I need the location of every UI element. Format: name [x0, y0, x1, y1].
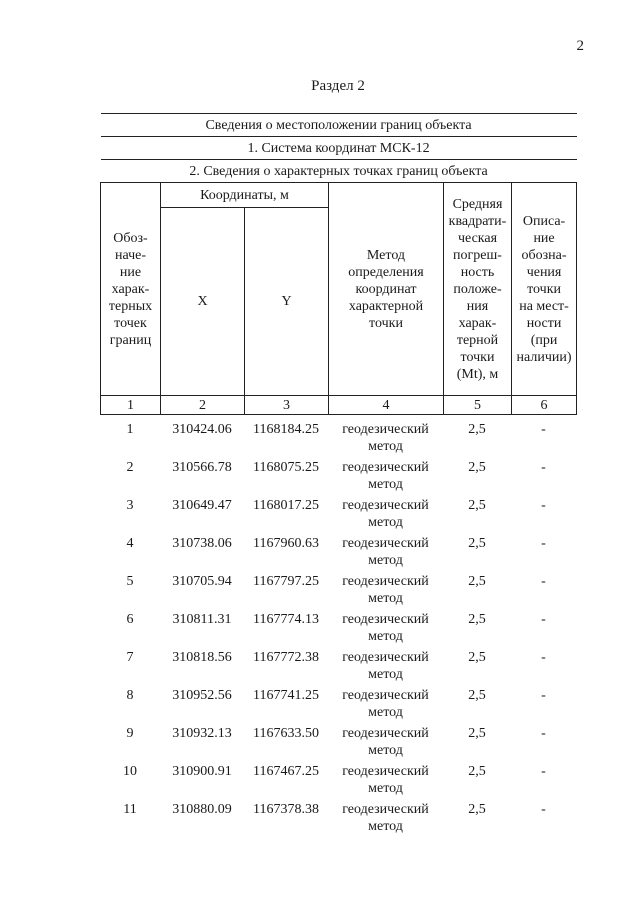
coord-x: 310649.47 — [172, 498, 232, 513]
table-row — [100, 497, 576, 535]
col-number: 3 — [245, 396, 329, 415]
coord-x: 310818.56 — [172, 650, 232, 665]
accuracy-cell: 2,5 — [468, 764, 486, 779]
col-designation — [101, 183, 161, 396]
header-location: Сведения о местоположении границ объекта — [101, 114, 577, 137]
accuracy-cell: 2,5 — [468, 802, 486, 817]
coord-x: 310705.94 — [172, 574, 232, 589]
page-number: 2 — [576, 38, 584, 54]
coord-y: 1168017.25 — [253, 498, 319, 513]
accuracy-cell: 2,5 — [468, 726, 486, 741]
col-number: 2 — [161, 396, 245, 415]
coord-y: 1167633.50 — [253, 726, 319, 741]
coord-x: 310811.31 — [172, 612, 232, 627]
coord-x: 310880.09 — [172, 802, 232, 817]
col-number: 4 — [329, 396, 444, 415]
col-accuracy — [444, 183, 512, 396]
header-points: 2. Сведения о характерных точках границ объекта — [101, 160, 577, 183]
table-row — [100, 573, 576, 611]
table-row — [100, 459, 576, 497]
coord-x: 310738.06 — [172, 536, 232, 551]
method-cell: геодезический метод — [342, 688, 429, 720]
table-row — [100, 687, 576, 725]
method-cell: геодезический метод — [342, 422, 429, 454]
point-number: 1 — [126, 422, 134, 437]
method-cell: геодезический метод — [342, 498, 429, 530]
description-cell: - — [541, 574, 546, 589]
accuracy-cell: 2,5 — [468, 536, 486, 551]
accuracy-cell: 2,5 — [468, 498, 486, 513]
header-row-location — [101, 114, 577, 137]
description-cell: - — [541, 460, 546, 475]
col-coordinates-group: Координаты, м — [161, 183, 329, 208]
method-cell: геодезический метод — [342, 650, 429, 682]
accuracy-cell: 2,5 — [468, 460, 486, 475]
accuracy-cell: 2,5 — [468, 574, 486, 589]
col-number: 1 — [101, 396, 161, 415]
description-cell: - — [541, 802, 546, 817]
method-cell: геодезический метод — [342, 764, 429, 796]
header-row-points — [101, 160, 577, 183]
table-row — [100, 763, 576, 801]
coord-x: 310424.06 — [172, 422, 232, 437]
coord-x: 310932.13 — [172, 726, 232, 741]
col-number: 5 — [444, 396, 512, 415]
table-row — [100, 611, 576, 649]
coord-y: 1167774.13 — [253, 612, 319, 627]
header-crs: 1. Система координат МСК-12 — [101, 137, 577, 160]
header-row-crs — [101, 137, 577, 160]
table-row — [100, 801, 576, 839]
points-table-body — [100, 421, 576, 839]
col-method-label: Метод определения координат характерной точки — [348, 247, 424, 331]
col-accuracy-label: Средняя квадрати- ческая погреш- ность положе- ния харак- терной точки (Mt), м — [448, 196, 507, 382]
coord-y: 1168075.25 — [253, 460, 319, 475]
column-numbers-row — [101, 396, 577, 415]
point-number: 7 — [126, 650, 134, 665]
coord-y: 1167960.63 — [253, 536, 319, 551]
col-designation-label: Обоз- наче- ние харак- терных точек границ — [108, 230, 153, 348]
points-table — [100, 421, 576, 839]
point-number: 2 — [126, 460, 134, 475]
accuracy-cell: 2,5 — [468, 688, 486, 703]
point-number: 10 — [123, 764, 137, 779]
col-x: X — [161, 208, 245, 396]
table-row — [100, 421, 576, 459]
point-number: 9 — [126, 726, 134, 741]
col-description — [512, 183, 577, 396]
coord-x: 310566.78 — [172, 460, 232, 475]
coord-y: 1167378.38 — [253, 802, 319, 817]
col-y: Y — [245, 208, 329, 396]
point-number: 5 — [126, 574, 134, 589]
point-number: 6 — [126, 612, 134, 627]
method-cell: геодезический метод — [342, 460, 429, 492]
coord-y: 1167741.25 — [253, 688, 319, 703]
method-cell: геодезический метод — [342, 536, 429, 568]
table-row — [100, 535, 576, 573]
description-cell: - — [541, 536, 546, 551]
description-cell: - — [541, 612, 546, 627]
method-cell: геодезический метод — [342, 612, 429, 644]
description-cell: - — [541, 688, 546, 703]
description-cell: - — [541, 498, 546, 513]
col-number: 6 — [512, 396, 577, 415]
coord-y: 1167797.25 — [253, 574, 319, 589]
coord-y: 1167772.38 — [253, 650, 319, 665]
section-title: Раздел 2 — [311, 78, 365, 94]
coord-x: 310952.56 — [172, 688, 232, 703]
coord-y: 1167467.25 — [253, 764, 319, 779]
point-number: 3 — [126, 498, 134, 513]
col-method — [329, 183, 444, 396]
method-cell: геодезический метод — [342, 802, 429, 834]
description-cell: - — [541, 764, 546, 779]
boundary-header-table — [100, 113, 577, 415]
accuracy-cell: 2,5 — [468, 612, 486, 627]
coord-x: 310900.91 — [172, 764, 232, 779]
column-header-row — [101, 183, 577, 208]
coord-y: 1168184.25 — [253, 422, 319, 437]
description-cell: - — [541, 650, 546, 665]
point-number: 8 — [126, 688, 134, 703]
point-number: 11 — [123, 802, 137, 817]
method-cell: геодезический метод — [342, 726, 429, 758]
table-row — [100, 725, 576, 763]
col-description-label: Описа- ние обозна- чения точки на мест- ности (при наличии) — [516, 213, 572, 365]
accuracy-cell: 2,5 — [468, 422, 486, 437]
table-row — [100, 649, 576, 687]
description-cell: - — [541, 422, 546, 437]
accuracy-cell: 2,5 — [468, 650, 486, 665]
description-cell: - — [541, 726, 546, 741]
point-number: 4 — [126, 536, 134, 551]
method-cell: геодезический метод — [342, 574, 429, 606]
